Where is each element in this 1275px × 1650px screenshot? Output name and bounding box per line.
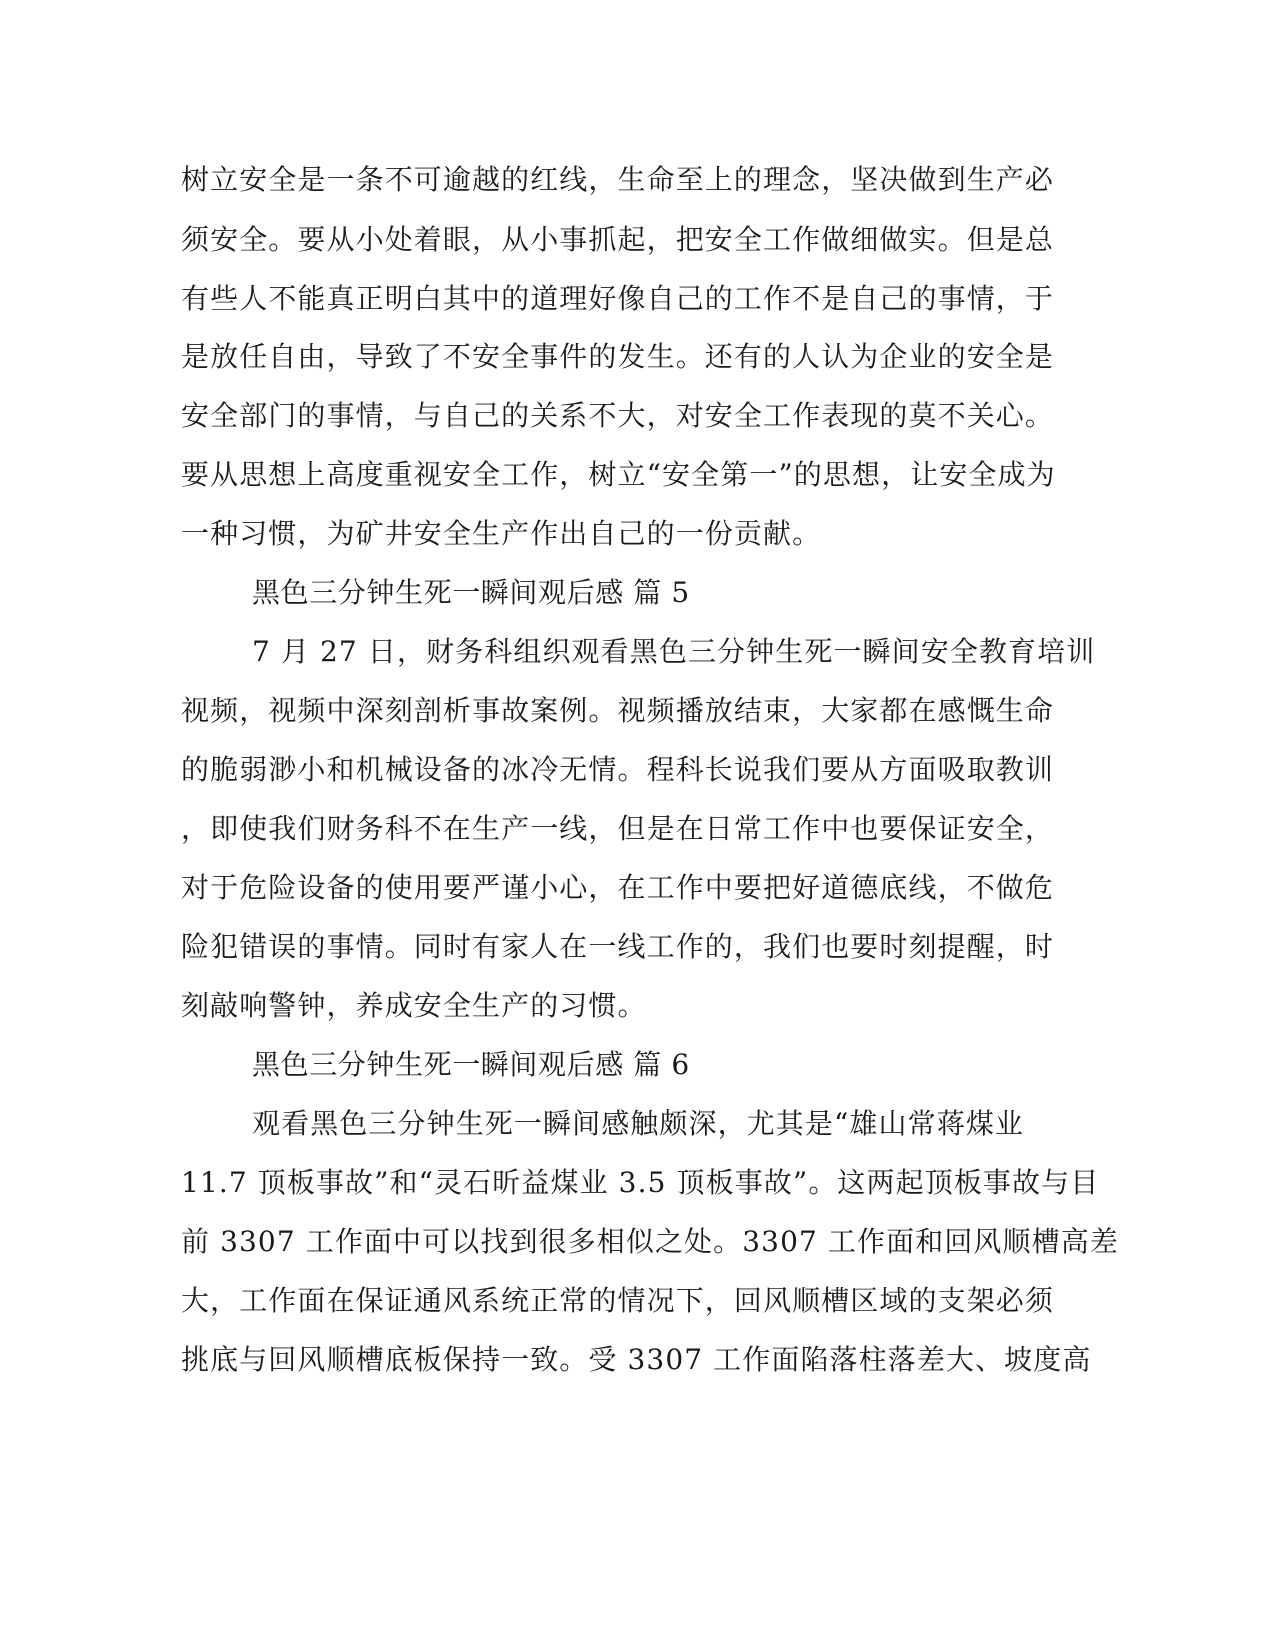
- text-line: 7 月 27 日，财务科组织观看黑色三分钟生死一瞬间安全教育培训: [252, 635, 1096, 668]
- section-heading: 黑色三分钟生死一瞬间观后感 篇 5: [252, 576, 690, 609]
- text-line: 险犯错误的事情。同时有家人在一线工作的，我们也要时刻提醒，时: [181, 930, 1055, 963]
- text-line: 观看黑色三分钟生死一瞬间感触颇深，尤其是“雄山常蒋煤业: [252, 1107, 1025, 1140]
- text-line: 安全部门的事情，与自己的关系不大，对安全工作表现的莫不关心。: [181, 399, 1055, 432]
- text-line: 对于危险设备的使用要严谨小心，在工作中要把好道德底线，不做危: [181, 871, 1055, 904]
- text-line: 前 3307 工作面中可以找到很多相似之处。3307 工作面和回风顺槽高差: [181, 1225, 1119, 1258]
- text-line: 大，工作面在保证通风系统正常的情况下，回风顺槽区域的支架必须: [181, 1284, 1055, 1317]
- text-line: ，即使我们财务科不在生产一线，但是在日常工作中也要保证安全，: [181, 812, 1055, 845]
- text-line: 视频，视频中深刻剖析事故案例。视频播放结束，大家都在感慨生命: [181, 694, 1055, 727]
- text-line: 树立安全是一条不可逾越的红线，生命至上的理念，坚决做到生产必: [181, 163, 1055, 196]
- text-line: 刻敲响警钟，养成安全生产的习惯。: [181, 989, 647, 1022]
- text-line: 有些人不能真正明白其中的道理好像自己的工作不是自己的事情，于: [181, 282, 1055, 315]
- text-line: 一种习惯，为矿井安全生产作出自己的一份贡献。: [181, 517, 822, 550]
- text-line: 是放任自由，导致了不安全事件的发生。还有的人认为企业的安全是: [181, 340, 1055, 373]
- text-line: 的脆弱渺小和机械设备的冰冷无情。程科长说我们要从方面吸取教训: [181, 753, 1055, 786]
- text-line: 须安全。要从小处着眼，从小事抓起，把安全工作做细做实。但是总: [181, 223, 1055, 256]
- section-heading: 黑色三分钟生死一瞬间观后感 篇 6: [252, 1048, 690, 1081]
- text-line: 挑底与回风顺槽底板保持一致。受 3307 工作面陷落柱落差大、坡度高: [181, 1343, 1092, 1376]
- text-line: 11.7 顶板事故”和“灵石昕益煤业 3.5 顶板事故”。这两起顶板事故与目: [181, 1166, 1100, 1199]
- text-line: 要从思想上高度重视安全工作，树立“安全第一”的思想，让安全成为: [181, 458, 1056, 491]
